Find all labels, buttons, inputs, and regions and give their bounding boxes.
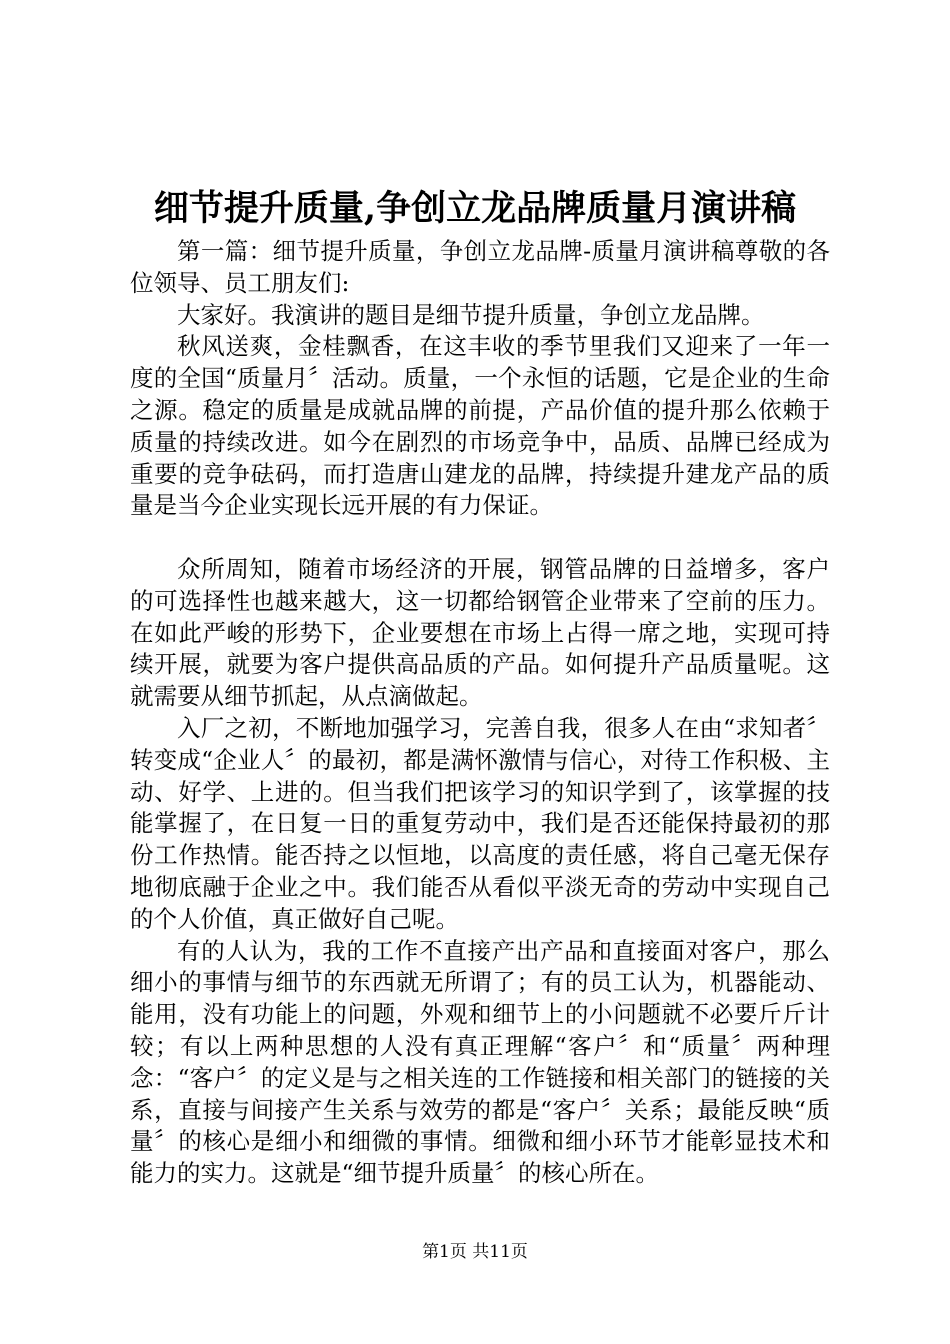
- page-footer: 第1页 共11页: [422, 1242, 528, 1262]
- paragraph-entry: 入厂之初，不断地加强学习，完善自我，很多人在由“求知者〞转变成“企业人〞的最初，都是满怀激情与信心，对待工作积极、主动、好学、上进的。但当我们把该学习的知识学到了，该掌握的技能掌握了，在日复一日的重复劳动中，我们是否还能保持最初的那份工作热情。能否持之以恒地，以高度的责任感，将自己毫无保存地彻底融于企业之中。我们能否从看似平淡无奇的劳动中实现自己的个人价值，真正做好自己呢。: [130, 713, 830, 933]
- document-body: [130, 236, 830, 1190]
- document-title: 细节提升质量,争创立龙品牌质量月演讲稿: [153, 188, 797, 229]
- paragraph-greeting: 大家好。我演讲的题目是细节提升质量，争创立龙品牌。: [177, 300, 765, 329]
- paragraph-intro: 第一篇：细节提升质量，争创立龙品牌-质量月演讲稿尊敬的各位领导、员工朋友们:: [130, 237, 830, 297]
- paragraph-market: 众所周知，随着市场经济的开展，钢管品牌的日益增多，客户的可选择性也越来越大，这一切都给钢管企业带来了空前的压力。在如此严峻的形势下，企业要想在市场上占得一席之地，实现可持续开展，就要为客户提供高品质的产品。如何提升产品质量呢。这就需要从细节抓起，从点滴做起。: [130, 554, 830, 711]
- paragraph-quality-month: 秋风送爽，金桂飘香，在这丰收的季节里我们又迎来了一年一度的全国“质量月〞活动。质量，一个永恒的话题，它是企业的生命之源。稳定的质量是成就品牌的前提，产品价值的提升那么依赖于质量的持续改进。如今在剧烈的市场竞争中，品质、品牌已经成为重要的竞争砝码，而打造唐山建龙的品牌，持续提升建龙产品的质量是当今企业实现长远开展的有力保证。: [130, 332, 830, 520]
- paragraph-details: 有的人认为，我的工作不直接产出产品和直接面对客户，那么细小的事情与细节的东西就无所谓了；有的员工认为，机器能动、能用，没有功能上的问题，外观和细节上的小问题就不必要斤斤计较；有以上两种思想的人没有真正理解“客户〞和“质量〞两种理念：“客户〞的定义是与之相关连的工作链接和相关部门的链接的关系，直接与间接产生关系与效劳的都是“客户〞关系；最能反映“质量〞的核心是细小和细微的事情。细微和细小环节才能彰显技术和能力的实力。这就是“细节提升质量〞的核心所在。: [130, 936, 830, 1188]
